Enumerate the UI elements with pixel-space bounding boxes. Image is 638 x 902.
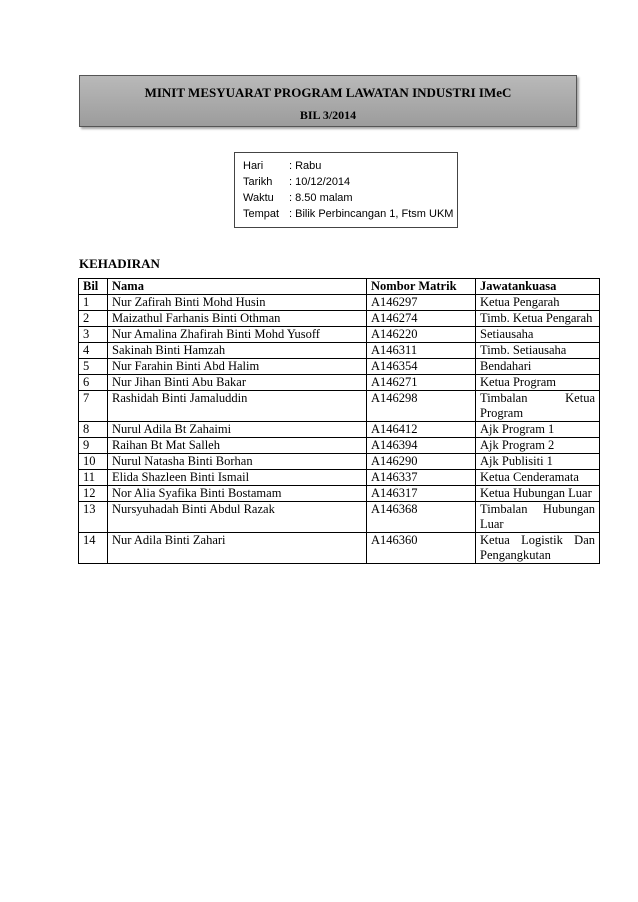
column-header-matrik: Nombor Matrik [367,279,476,295]
cell-bil: 10 [79,454,108,470]
cell-matrik: A146354 [367,359,476,375]
table-row [79,454,600,470]
cell-matrik: A146337 [367,470,476,486]
info-key: Hari [243,160,264,172]
table-row [79,327,600,343]
cell-jawatankuasa: Ketua Cenderamata [476,470,600,486]
cell-nama: Nur Farahin Binti Abd Halim [108,359,367,375]
cell-jawatankuasa: Ketua Program [476,375,600,391]
table-row [79,375,600,391]
cell-jawatankuasa: Timb. Ketua Pengarah [476,311,600,327]
table-row [79,391,600,422]
cell-matrik: A146297 [367,295,476,311]
cell-nama: Nur Jihan Binti Abu Bakar [108,375,367,391]
info-row-tempat [243,206,457,222]
info-key: Tempat [243,208,280,220]
info-key: Waktu [243,192,274,204]
cell-matrik: A146368 [367,502,476,533]
cell-bil: 9 [79,438,108,454]
info-row-waktu [243,190,457,206]
cell-matrik: A146317 [367,486,476,502]
jawatankuasa-line-1: Ketua Logistik Dan [480,533,595,547]
jawatankuasa-line-1: Timbalan Hubungan [480,502,595,516]
cell-bil: 8 [79,422,108,438]
cell-matrik: A146220 [367,327,476,343]
document-title: MINIT MESYUARAT PROGRAM LAWATAN INDUSTRI IMeC [144,85,512,100]
cell-nama: Elida Shazleen Binti Ismail [108,470,367,486]
jawatankuasa-line-2: Luar [480,517,504,531]
table-row [79,486,600,502]
column-header-bil: Bil [79,279,108,295]
table-row [79,422,600,438]
table-row [79,502,600,533]
table-header-row [79,279,600,295]
table-row [79,311,600,327]
column-header-nama: Nama [108,279,367,295]
cell-matrik: A146298 [367,391,476,422]
cell-nama: Nurul Natasha Binti Borhan [108,454,367,470]
table-row [79,438,600,454]
cell-jawatankuasa: Ketua Hubungan Luar [476,486,600,502]
cell-bil: 12 [79,486,108,502]
cell-bil: 4 [79,343,108,359]
document-header [79,75,577,127]
cell-jawatankuasa: Timb. Setiausaha [476,343,600,359]
cell-matrik: A146290 [367,454,476,470]
cell-jawatankuasa: Ajk Publisiti 1 [476,454,600,470]
jawatankuasa-line-2: Pengangkutan [480,548,551,562]
cell-jawatankuasa: Ajk Program 1 [476,422,600,438]
table-row [79,470,600,486]
meeting-info-box [234,152,458,228]
table-row [79,533,600,564]
info-value: : 8.50 malam [289,192,353,204]
info-row-hari [243,158,457,174]
meeting-number: BIL 3/2014 [299,108,357,122]
cell-nama: Nur Amalina Zhafirah Binti Mohd Yusoff [108,327,367,343]
cell-jawatankuasa: Setiausaha [476,327,600,343]
cell-nama: Nurul Adila Bt Zahaimi [108,422,367,438]
cell-jawatankuasa: Ketua Pengarah [476,295,600,311]
cell-matrik: A146274 [367,311,476,327]
cell-matrik: A146412 [367,422,476,438]
cell-bil: 1 [79,295,108,311]
cell-jawatankuasa [476,391,600,422]
cell-bil: 6 [79,375,108,391]
cell-bil: 5 [79,359,108,375]
info-value: : 10/12/2014 [289,176,351,188]
cell-nama: Nursyuhadah Binti Abdul Razak [108,502,367,533]
cell-matrik: A146394 [367,438,476,454]
cell-nama: Maizathul Farhanis Binti Othman [108,311,367,327]
cell-nama: Raihan Bt Mat Salleh [108,438,367,454]
cell-matrik: A146311 [367,343,476,359]
cell-bil: 7 [79,391,108,422]
cell-matrik: A146360 [367,533,476,564]
table-row [79,295,600,311]
info-key: Tarikh [243,176,273,188]
cell-nama: Nor Alia Syafika Binti Bostamam [108,486,367,502]
cell-nama: Rashidah Binti Jamaluddin [108,391,367,422]
attendance-heading: KEHADIRAN [79,256,160,271]
cell-jawatankuasa: Bendahari [476,359,600,375]
jawatankuasa-line-2: Program [480,406,524,420]
cell-jawatankuasa [476,502,600,533]
jawatankuasa-line-1: Timbalan Ketua [480,391,595,405]
cell-nama: Sakinah Binti Hamzah [108,343,367,359]
cell-bil: 3 [79,327,108,343]
cell-bil: 2 [79,311,108,327]
info-value: : Bilik Perbincangan 1, Ftsm UKM [289,208,454,220]
info-value: : Rabu [289,160,322,172]
column-header-jawatankuasa: Jawatankuasa [476,279,600,295]
cell-jawatankuasa: Ajk Program 2 [476,438,600,454]
cell-matrik: A146271 [367,375,476,391]
info-row-tarikh [243,174,457,190]
cell-bil: 13 [79,502,108,533]
attendance-table [78,278,600,564]
cell-jawatankuasa [476,533,600,564]
cell-bil: 14 [79,533,108,564]
cell-nama: Nur Adila Binti Zahari [108,533,367,564]
cell-bil: 11 [79,470,108,486]
attendance-table-body [79,295,600,564]
table-row [79,343,600,359]
cell-nama: Nur Zafirah Binti Mohd Husin [108,295,367,311]
table-row [79,359,600,375]
